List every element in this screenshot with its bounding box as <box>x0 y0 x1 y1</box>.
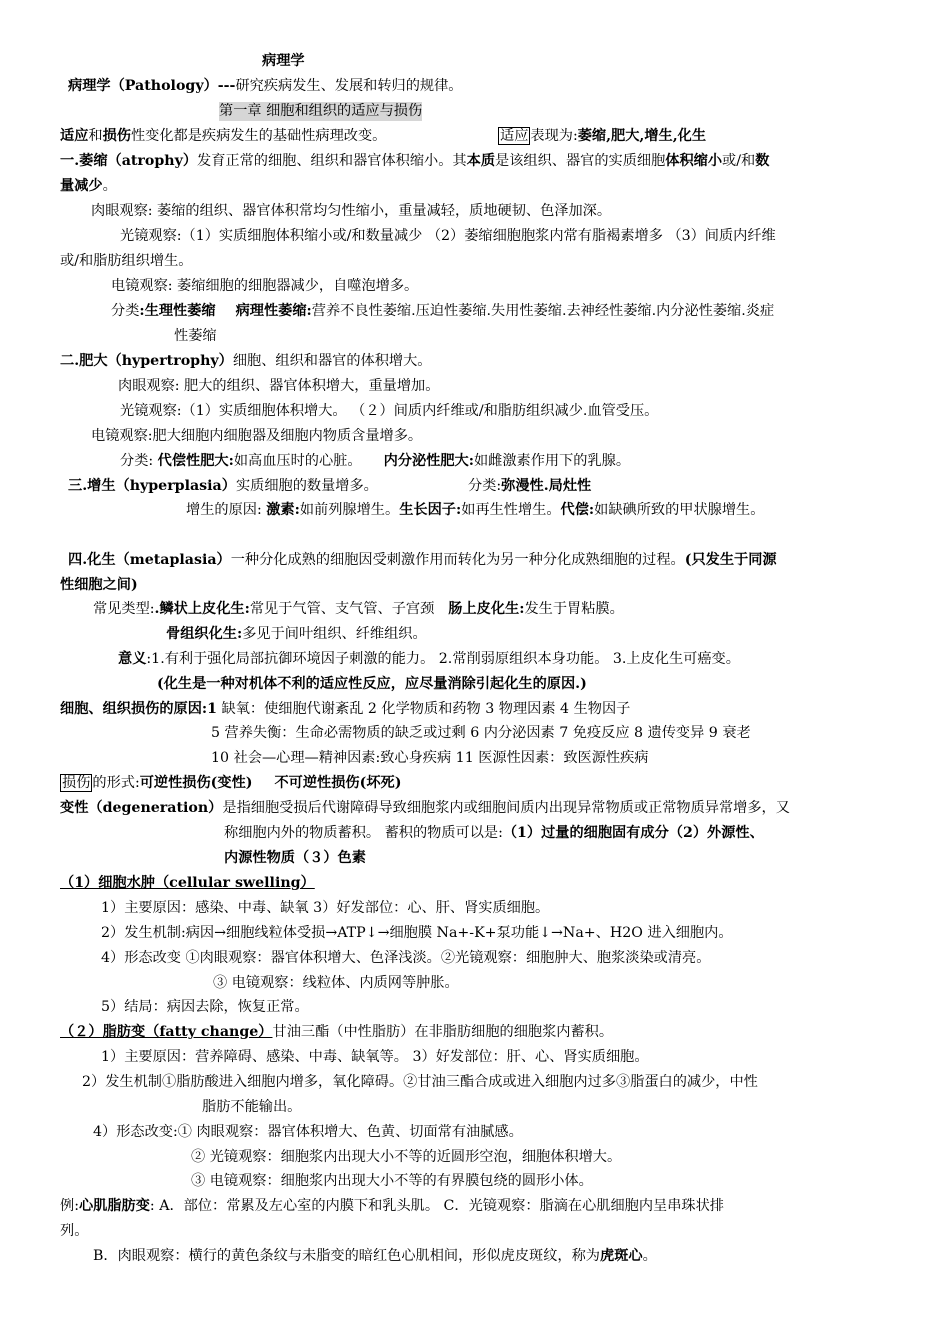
degeneration-heading <box>60 799 790 818</box>
chapter-heading: 第一章 细胞和组织的适应与损伤 <box>219 103 423 119</box>
fatty-title: （２）脂肪变（fatty change） <box>60 1024 273 1040</box>
hypertrophy-classification <box>120 452 630 471</box>
fatty-example-term: 心肌脂肪变 <box>78 1198 150 1214</box>
metaplasia-squamous-site: 常见于气管、支气管、子宫颈 <box>249 601 435 617</box>
metaplasia-squamous: .鳞状上皮化生: <box>154 601 250 617</box>
metaplasia-sig-label: 意义 <box>118 651 147 667</box>
atrophy-cls-list: 营养不良性萎缩.压迫性萎缩.失用性萎缩.去神经性萎缩.内分泌性萎缩.炎症 <box>311 303 775 319</box>
hypertrophy-cls-label: 分类: <box>120 453 158 469</box>
metaplasia-note: (化生是一种对机体不利的适应性反应，应尽量消除引起化生的原因.) <box>157 676 587 692</box>
intro-and: 和 <box>88 128 103 144</box>
atrophy-classification-cont: 性萎缩 <box>174 328 217 344</box>
injury-causes-3: 10 社会—心理—精神因素:致心身疾病 11 医源性因素：致医源性疾病 <box>211 750 649 766</box>
fatty-example-period: 。 <box>642 1248 657 1264</box>
injury-causes-2: 5 营养失衡：生命必需物质的缺乏或过剩 6 内分泌因素 7 免疫反应 8 遗传变异 9 衰老 <box>211 725 751 741</box>
atrophy-num: 数 <box>755 153 770 169</box>
intro-adapt-boxed: 适应 <box>500 128 529 144</box>
pathology-def: 研究疾病发生、发展和转归的规律。 <box>235 78 463 94</box>
pathology-definition <box>68 77 462 96</box>
atrophy-andor: 或/和 <box>722 153 756 169</box>
fatty-gross: 4）形态改变:① 肉眼观察：器官体积增大、色黄、切面常有油腻感。 <box>93 1124 523 1140</box>
atrophy-heading <box>60 152 769 171</box>
metaplasia-bone-site: 多见于间叶组织、纤维组织。 <box>242 626 427 642</box>
fatty-em: ③ 电镜观察：细胞浆内出现大小不等的有界膜包绕的圆形小体。 <box>191 1173 593 1189</box>
degeneration-cont-2: 内源性物质（３）色素 <box>224 850 366 866</box>
metaplasia-types-label: 常见类型: <box>93 601 155 617</box>
hypertrophy-endocrine-ex: 如雌激素作用下的乳腺。 <box>473 453 631 469</box>
fatty-cause: 1）主要原因：营养障碍、感染、中毒、缺氧等。 3）好发部位：肝、心、肾实质细胞。 <box>101 1049 649 1065</box>
hypertrophy-heading <box>60 352 431 371</box>
hyperplasia-growth-factor: 生长因子: <box>399 502 462 518</box>
metaplasia-sig-text: :1.有利于强化局部抗御环境因子刺激的能力。 2.常削弱原组织本身功能。 3.上皮化生可癌变。 <box>146 651 740 667</box>
fatty-lm: ② 光镜观察：细胞浆内出现大小不等的近圆形空泡，细胞体积增大。 <box>191 1149 622 1165</box>
degeneration-def-2: 称细胞内外的物质蓄积。 蓄积的物质可以是: <box>224 825 503 841</box>
swelling-outcome: 5）结局：病因去除，恢复正常。 <box>101 999 309 1015</box>
metaplasia-bone <box>166 625 427 644</box>
fatty-example <box>60 1197 724 1216</box>
injury-causes-list-1: 缺氧：使细胞代谢紊乱 2 化学物质和药物 3 物理因素 4 生物因子 <box>217 701 631 717</box>
injury-reversible: 可逆性损伤(变性) <box>139 775 253 791</box>
swelling-morphology: 4）形态改变 ①肉眼观察：器官体积增大、色泽浅淡。②光镜观察：细胞肿大、胞浆淡染或清亮。 <box>101 950 711 966</box>
atrophy-def-1: 发育正常的细胞、组织和器官体积缩小。其 <box>197 153 467 169</box>
injury-forms <box>60 774 401 793</box>
atrophy-title: 一.萎缩（atrophy） <box>60 153 198 169</box>
atrophy-classification <box>111 302 774 321</box>
injury-boxed: 损伤 <box>62 775 91 791</box>
metaplasia-heading-cont: 性细胞之间) <box>60 577 138 593</box>
hyperplasia-hormone: 激素: <box>266 502 300 518</box>
intro-forms-label: 表现为: <box>530 128 578 144</box>
atrophy-em: 电镜观察: 萎缩细胞的细胞器减少，自噬泡增多。 <box>111 278 419 294</box>
hyperplasia-cls-label: 分类: <box>468 478 502 494</box>
injury-forms-label: 的形式: <box>92 775 140 791</box>
hypertrophy-title: 二.肥大（hypertrophy） <box>60 353 233 369</box>
degeneration-title: 变性（degeneration） <box>60 800 223 816</box>
fatty-example-gross <box>93 1247 657 1266</box>
atrophy-volume: 体积缩小 <box>665 153 723 169</box>
fatty-example-gross-text: B．肉眼观察：横行的黄色条纹与未脂变的暗红色心肌相间，形似虎皮斑纹，称为 <box>93 1248 600 1264</box>
atrophy-heading-cont <box>60 177 117 196</box>
degeneration-substances: （1）过量的细胞固有成分（2）外源性、 <box>502 825 764 841</box>
atrophy-essence: 本质 <box>466 153 496 169</box>
atrophy-pathological: 病理性萎缩: <box>235 303 312 319</box>
hyperplasia-cls-values: 弥漫性.局灶性 <box>501 478 592 494</box>
hyperplasia-compensation-ex: 如缺碘所致的甲状腺增生。 <box>594 502 765 518</box>
swelling-heading: （1）细胞水肿（cellular swelling） <box>60 875 315 891</box>
fatty-def: 甘油三酯（中性脂肪）在非脂肪细胞的细胞浆内蓄积。 <box>272 1024 614 1040</box>
hyperplasia-growth-factor-ex: 如再生性增生。 <box>461 502 561 518</box>
fatty-example-label: 例: <box>60 1198 79 1214</box>
intro-forms <box>498 127 706 146</box>
swelling-mechanism: 2）发生机制:病因→细胞线粒体受损→ATP↓→细胞膜 Na+-K+泵功能↓→Na+、H2O 进入细胞内。 <box>101 925 733 941</box>
atrophy-cls-label: 分类 <box>111 303 140 319</box>
injury-irreversible: 不可逆性损伤(坏死) <box>274 775 402 791</box>
degeneration-def: 是指细胞受损后代谢障碍导致细胞浆内或细胞间质内出现异常物质或正常物质异常增多，又 <box>222 800 790 816</box>
atrophy-gross: 肉眼观察: 萎缩的组织、器官体积常均匀性缩小，重量减轻，质地硬韧、色泽加深。 <box>91 203 612 219</box>
pathology-term: 病理学（Pathology）--- <box>68 78 236 94</box>
hyperplasia-causes <box>186 501 764 520</box>
intro-injury: 损伤 <box>102 128 131 144</box>
hyperplasia-cause-label: 增生的原因: <box>186 502 267 518</box>
hypertrophy-gross: 肉眼观察: 肥大的组织、器官体积增大，重量增加。 <box>118 378 440 394</box>
atrophy-period: 。 <box>102 178 117 194</box>
degeneration-cont <box>224 824 764 843</box>
metaplasia-scope: (只发生于同源 <box>684 552 777 568</box>
hyperplasia-compensation: 代偿: <box>560 502 595 518</box>
intro-line <box>60 127 386 146</box>
hypertrophy-lm: 光镜观察:（1）实质细胞体积增大。 （２）间质内纤维或/和脂肪组织减少.血管受压。 <box>120 403 659 419</box>
fatty-example-text: : A．部位：常累及左心室的内膜下和乳头肌。 C．光镜观察：脂滴在心肌细胞内呈串珠状排 <box>149 1198 724 1214</box>
intro-text: 性变化都是疾病发生的基础性病理改变。 <box>130 128 387 144</box>
intro-adapt: 适应 <box>60 128 89 144</box>
fatty-example-cont: 列。 <box>60 1223 89 1239</box>
atrophy-def-2: 是该组织、器官的实质细胞 <box>495 153 666 169</box>
swelling-em: ③ 电镜观察：线粒体、内质网等肿胀。 <box>213 975 459 991</box>
metaplasia-significance <box>118 650 740 669</box>
metaplasia-title: 四.化生（metaplasia） <box>68 552 231 568</box>
hyperplasia-def: 实质细胞的数量增多。 <box>235 478 378 494</box>
page-title: 病理学 <box>262 53 305 69</box>
swelling-cause: 1）主要原因：感染、中毒、缺氧 3）好发部位：心、肝、肾实质细胞。 <box>101 900 550 916</box>
atrophy-decrease: 量减少 <box>60 178 103 194</box>
metaplasia-bone-label: 骨组织化生: <box>166 626 243 642</box>
metaplasia-intestinal: 肠上皮化生: <box>448 601 525 617</box>
hypertrophy-def: 细胞、组织和器官的体积增大。 <box>232 353 432 369</box>
hyperplasia-hormone-ex: 如前列腺增生。 <box>299 502 400 518</box>
injury-causes <box>60 700 630 719</box>
atrophy-lm-1: 光镜观察:（1）实质细胞体积缩小或/和数量减少 （2）萎缩细胞胞浆内常有脂褐素增多 （3）间质内纤维 <box>120 228 776 244</box>
hypertrophy-endocrine: 内分泌性肥大: <box>383 453 474 469</box>
metaplasia-heading <box>68 551 777 570</box>
metaplasia-intestinal-site: 发生于胃粘膜。 <box>524 601 624 617</box>
fatty-heading <box>60 1023 613 1042</box>
atrophy-lm-2: 或/和脂肪组织增生。 <box>60 253 193 269</box>
hypertrophy-compensatory-ex: 如高血压时的心脏。 <box>233 453 362 469</box>
metaplasia-def: 一种分化成熟的细胞因受刺激作用而转化为另一种分化成熟细胞的过程。 <box>230 552 685 568</box>
fatty-mechanism-cont: 脂肪不能输出。 <box>202 1099 302 1115</box>
hyperplasia-classification <box>468 477 591 496</box>
hyperplasia-title: 三.增生（hyperplasia） <box>68 478 236 494</box>
hypertrophy-em: 电镜观察:肥大细胞内细胞器及细胞内物质含量增多。 <box>91 428 423 444</box>
atrophy-physiological: :生理性萎缩 <box>139 303 216 319</box>
hyperplasia-heading <box>68 477 378 496</box>
hypertrophy-compensatory: 代偿性肥大: <box>157 453 234 469</box>
metaplasia-types <box>93 600 624 619</box>
intro-forms-list: 萎缩,肥大,增生,化生 <box>577 128 707 144</box>
tiger-heart: 虎斑心 <box>600 1248 643 1264</box>
fatty-mechanism: 2）发生机制①脂肪酸进入细胞内增多，氧化障碍。②甘油三酯合成或进入细胞内过多③脂蛋白的减少，中性 <box>82 1074 758 1090</box>
injury-causes-label: 细胞、组织损伤的原因:1 <box>60 701 217 717</box>
